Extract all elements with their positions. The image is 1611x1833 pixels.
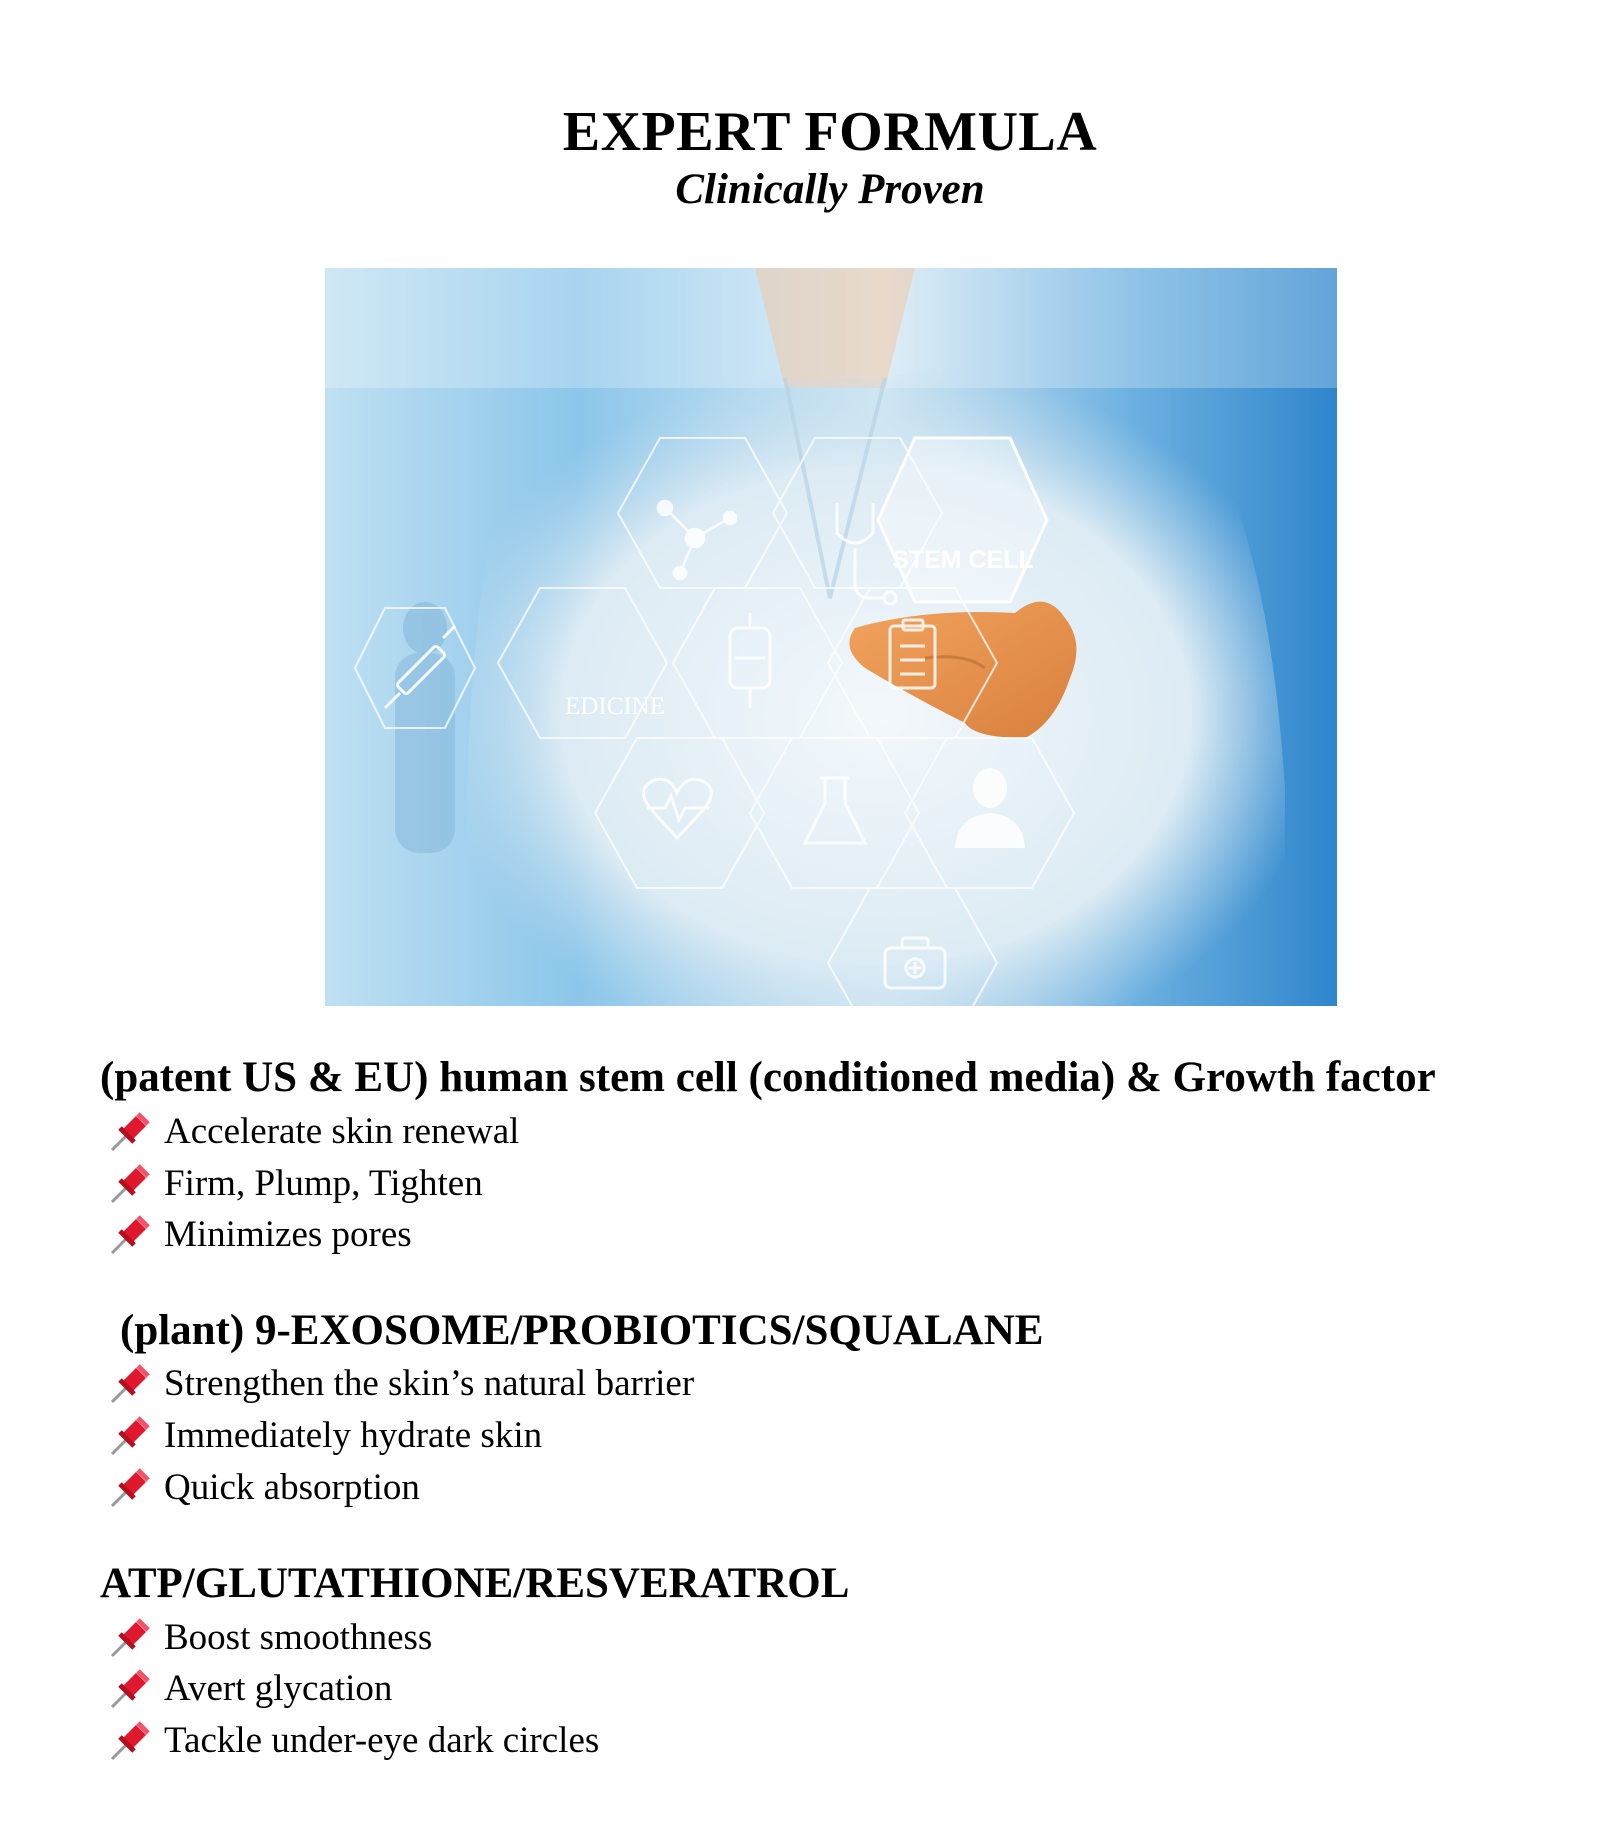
stem-cell-label: STEM CELL [892, 546, 1034, 574]
page-title: EXPERT FORMULA [562, 101, 1098, 163]
section-heading: (patent US & EU) human stem cell (conditioned media) & Growth factor [100, 1054, 1436, 1101]
list-item-text: Minimizes pores [164, 1214, 412, 1255]
list-item [108, 1412, 542, 1460]
list-item-text: Firm, Plump, Tighten [164, 1163, 483, 1204]
list-item [108, 1665, 392, 1713]
pushpin-icon [108, 1110, 152, 1154]
list-item [108, 1360, 694, 1408]
page-subtitle: Clinically Proven [675, 166, 985, 213]
pushpin-icon [108, 1213, 152, 1257]
pushpin-icon [108, 1616, 152, 1660]
list-item [108, 1108, 519, 1156]
list-item [108, 1211, 412, 1259]
hero-illustration [325, 268, 1337, 1006]
list-item-text: Accelerate skin renewal [164, 1111, 520, 1152]
hero-image [325, 268, 1337, 1006]
list-item-text: Quick absorption [164, 1467, 420, 1508]
pushpin-icon [108, 1362, 152, 1406]
list-item-text: Strengthen the skin’s natural barrier [164, 1363, 695, 1404]
list-item [108, 1614, 432, 1662]
pushpin-icon [108, 1719, 152, 1763]
medicine-label: EDICINE [565, 693, 665, 720]
list-item [108, 1160, 483, 1208]
pushpin-icon [108, 1667, 152, 1711]
list-item [108, 1717, 599, 1765]
list-item-text: Immediately hydrate skin [164, 1415, 543, 1456]
list-item-text: Boost smoothness [164, 1617, 433, 1658]
list-item-text: Tackle under-eye dark circles [164, 1720, 600, 1761]
pushpin-icon [108, 1414, 152, 1458]
section-heading: ATP/GLUTATHIONE/RESVERATROL [100, 1560, 850, 1607]
list-item-text: Avert glycation [164, 1668, 393, 1709]
pushpin-icon [108, 1162, 152, 1206]
pushpin-icon [108, 1466, 152, 1510]
section-heading: (plant) 9-EXOSOME/PROBIOTICS/SQUALANE [120, 1307, 1044, 1354]
list-item [108, 1464, 420, 1512]
